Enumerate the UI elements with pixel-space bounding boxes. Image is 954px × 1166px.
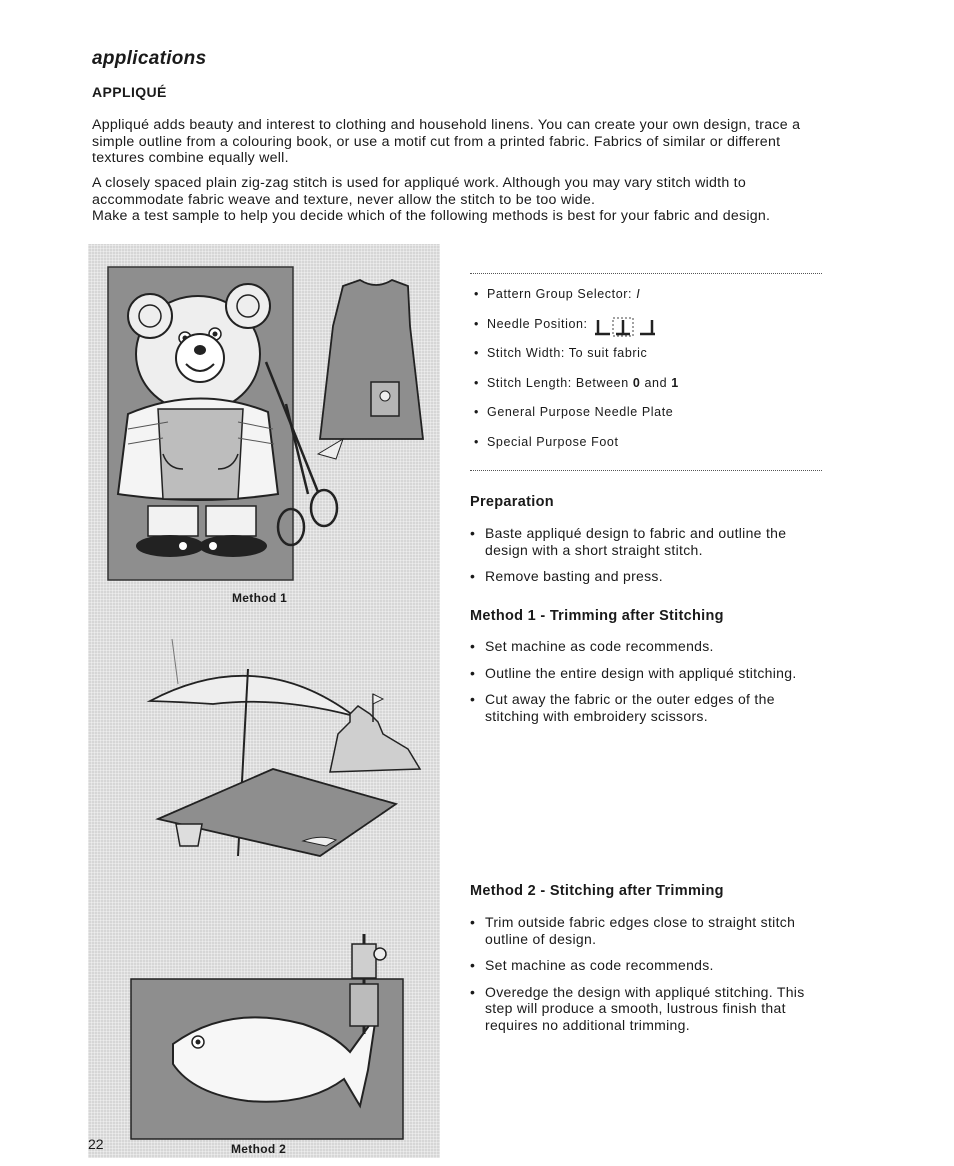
setting-needle-position xyxy=(474,317,834,347)
preparation-heading: Preparation xyxy=(470,494,554,510)
bullet: • xyxy=(474,316,479,331)
list-item-text: Overedge the design with appliqué stitching. This step will produce a smooth, lustrous finish that requires no additional trimming. xyxy=(485,983,805,1033)
settings-top-rule xyxy=(470,273,822,274)
beach-umbrella-drawing xyxy=(150,639,420,856)
illustration-drawings xyxy=(88,244,440,1158)
subtitle: APPLIQUÉ xyxy=(92,84,167,100)
fish-applique-drawing xyxy=(131,934,403,1139)
settings-bottom-rule xyxy=(470,470,822,471)
setting-value: I xyxy=(636,287,641,301)
dress-drawing xyxy=(320,280,423,439)
method-1-heading: Method 1 - Trimming after Stitching xyxy=(470,608,724,624)
list-item-text: Cut away the fabric or the outer edges of the stitching with embroidery scissors. xyxy=(485,691,775,724)
list-item-text: Baste appliqué design to fabric and outline the design with a short straight stitch. xyxy=(485,525,787,558)
setting-label: Pattern Group Selector: xyxy=(487,287,633,301)
intro-paragraph-2: A closely spaced plain zig-zag stitch is used for appliqué work. Although you may vary stitch width to accommodate fabric weave and texture, never allow the stitch to be too wide. xyxy=(92,175,747,208)
bullet: • xyxy=(470,664,476,681)
list-item-text: Set machine as code recommends. xyxy=(485,957,714,973)
setting-needle-plate xyxy=(474,405,834,435)
list-item-text: Trim outside fabric edges close to straight stitch outline of design. xyxy=(485,914,796,947)
bullet: • xyxy=(474,287,479,301)
list-item-text: Outline the entire design with appliqué stitching. xyxy=(485,664,797,681)
setting-foot xyxy=(474,435,834,465)
setting-value: 0 xyxy=(632,375,641,390)
section-title: applications xyxy=(92,48,207,69)
bullet: • xyxy=(474,375,479,390)
method-1-caption: Method 1 xyxy=(232,591,288,605)
preparation-list xyxy=(470,525,828,595)
bullet: • xyxy=(470,638,476,654)
list-item xyxy=(470,957,828,974)
bullet: • xyxy=(470,691,476,707)
method-2-heading: Method 2 - Stitching after Trimming xyxy=(470,883,724,899)
list-item xyxy=(470,568,828,585)
bullet: • xyxy=(474,346,479,360)
setting-stitch-width xyxy=(474,346,834,376)
setting-value-2: 1 xyxy=(671,375,679,390)
list-item xyxy=(470,525,828,558)
bullet: • xyxy=(470,983,476,1000)
needle-position-icon xyxy=(594,317,656,337)
list-item-text: Set machine as code recommends. xyxy=(485,638,714,654)
setting-stitch-length xyxy=(474,376,834,406)
illustration-panel xyxy=(88,244,440,1158)
list-item-text: Remove basting and press. xyxy=(485,568,663,584)
machine-settings-list xyxy=(474,287,834,464)
setting-label: Stitch Length: Between xyxy=(487,375,629,390)
method-2-list xyxy=(470,914,828,1043)
bullet: • xyxy=(474,405,479,419)
bullet: • xyxy=(470,914,476,930)
intro-paragraph-3: Make a test sample to help you decide which of the following methods is best for your fabric and design. xyxy=(92,208,771,224)
method-2-caption: Method 2 xyxy=(231,1142,287,1156)
list-item xyxy=(470,914,828,947)
method-1-list xyxy=(470,638,828,734)
bullet: • xyxy=(470,568,476,584)
bullet: • xyxy=(470,957,476,973)
setting-label: Needle Position: xyxy=(487,316,588,331)
list-item xyxy=(470,984,828,1034)
setting-mid: and xyxy=(644,375,668,390)
list-item xyxy=(470,665,828,682)
setting-label: Stitch Width: To suit fabric xyxy=(487,346,648,360)
bear-applique-drawing xyxy=(108,267,293,580)
setting-label: General Purpose Needle Plate xyxy=(487,405,674,419)
setting-pattern-group xyxy=(474,287,834,317)
bullet: • xyxy=(470,525,476,541)
list-item xyxy=(470,691,828,724)
setting-label: Special Purpose Foot xyxy=(487,434,619,449)
bullet: • xyxy=(474,434,479,449)
intro-paragraph-1: Appliqué adds beauty and interest to clothing and household linens. You can create your own design, trace a simple outline from a colouring book, or use a motif cut from a printed fabric. Fabrics of similar or different textures combine equally well. xyxy=(92,117,801,166)
page-number: 22 xyxy=(88,1136,104,1152)
list-item xyxy=(470,638,828,655)
